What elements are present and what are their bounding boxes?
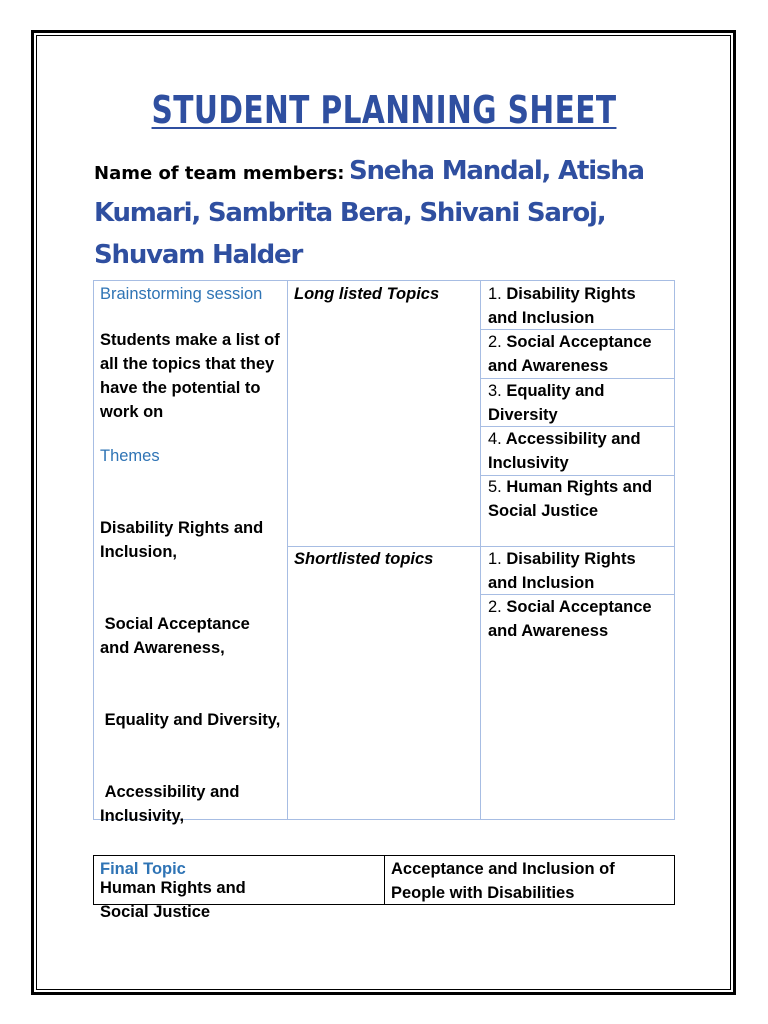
final-topic-table: [93, 855, 675, 905]
long-listed-item: 3. Equality and Diversity: [488, 382, 605, 424]
themes-heading: Themes: [100, 447, 160, 465]
team-members-section: [94, 152, 694, 278]
theme-item: Equality and Diversity,: [100, 711, 281, 729]
theme-item: Social Acceptance and Awareness,: [100, 615, 255, 657]
theme-item: Human Rights and Social Justice: [100, 879, 251, 921]
brainstorm-heading: Brainstorming session: [100, 285, 263, 303]
long-listed-item: 5. Human Rights and Social Justice: [488, 478, 653, 520]
long-listed-item: 4. Accessibility and Inclusivity: [488, 430, 641, 472]
theme-item: Accessibility and Inclusivity,: [100, 783, 244, 825]
shortlisted-label: Shortlisted topics: [294, 550, 434, 568]
final-topic-label: Final Topic: [100, 860, 186, 878]
long-listed-item: 1. Disability Rights and Inclusion: [488, 285, 636, 327]
long-listed-item: 2. Social Acceptance and Awareness: [488, 333, 652, 375]
column-divider: [480, 281, 481, 819]
final-topic-value: Acceptance and Inclusion of People with Disabilities: [391, 860, 615, 902]
page-title: STUDENT PLANNING SHEET: [151, 88, 617, 132]
shortlisted-item: 2. Social Acceptance and Awareness: [488, 598, 652, 640]
team-members-label: Name of team members:: [94, 163, 345, 184]
column-divider: [384, 856, 385, 904]
brainstorm-description: Students make a list of all the topics that they have the potential to work on: [100, 331, 280, 421]
theme-item: Disability Rights and Inclusion,: [100, 519, 268, 561]
shortlisted-item: 1. Disability Rights and Inclusion: [488, 550, 636, 592]
long-listed-label: Long listed Topics: [294, 285, 440, 303]
column-divider: [287, 281, 288, 819]
team-members-names: Sneha Mandal, Atisha Kumari, Sambrita Bera, Shivani Saroj, Shuvam Halder: [94, 156, 644, 270]
